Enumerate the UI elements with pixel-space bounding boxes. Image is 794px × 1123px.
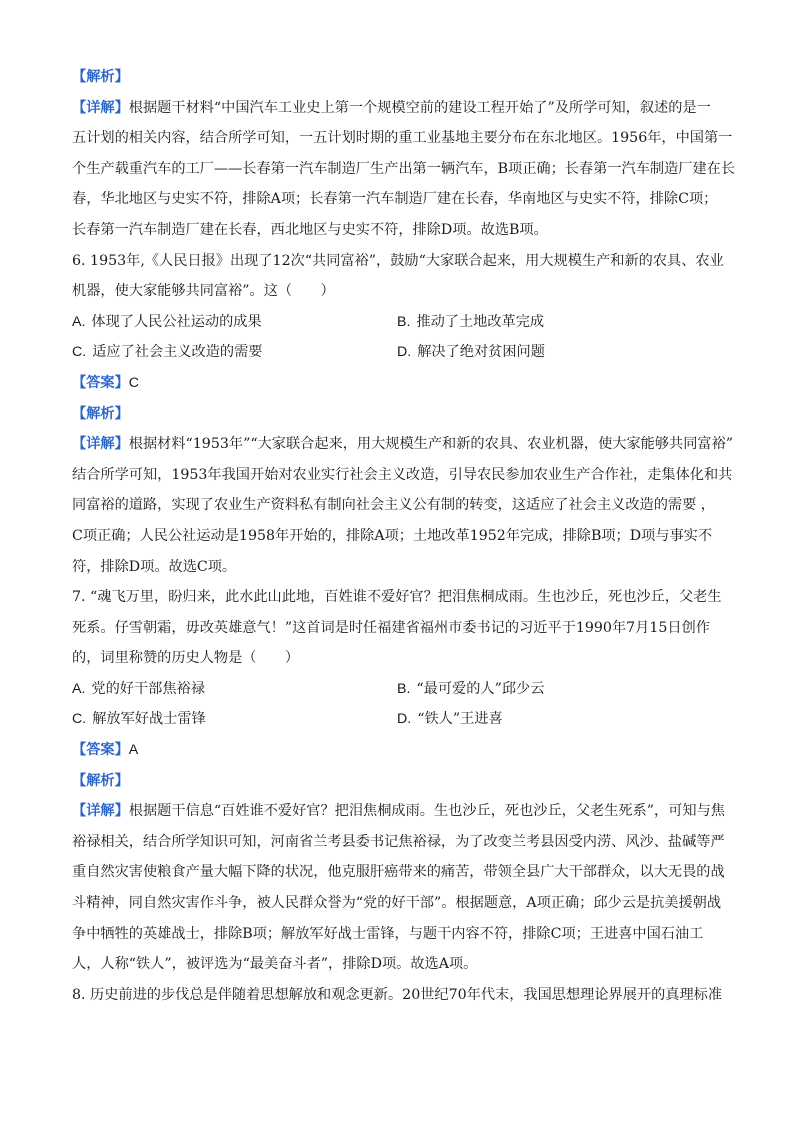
q6-detail-line-3: 同富裕的道路，实现了农业生产资料私有制向社会主义公有制的转变，这适应了社会主义改造的需要 ， [72, 497, 715, 514]
q7-detail-label: 【详解】 [72, 803, 129, 820]
q7-detail-line-3: 重自然灾害使粮食产量大幅下降的状况，他克服肝癌带来的痛苦，带领全县广大干部群众，以大无畏的战 [72, 864, 725, 881]
exam-page [72, 62, 736, 1010]
q6-option-a-text: 体现了人民公社运动的成果 [91, 313, 262, 330]
q7-detail-text-1: 根据题干信息“百姓谁不爱好官？把泪焦桐成雨。生也沙丘，死也沙丘，父老生死系”，可知与焦 [128, 803, 725, 820]
q7-option-a[interactable] [72, 674, 397, 705]
q6-option-b[interactable] [397, 307, 724, 338]
q7-option-b-text: “最可爱的人”邱少云 [416, 680, 545, 697]
q7-option-b-letter: B. [397, 680, 411, 697]
q7-option-c-text: 解放军好战士雷锋 [92, 711, 206, 728]
q7-stem-line-2: 死系。仔雪朝霜，毋改英雄意气！”这首词是时任福建省福州市委书记的习近平于1990年7月15日创作 [72, 619, 710, 636]
q6-option-b-letter: B. [397, 313, 411, 330]
q5-detail-line-1 [72, 93, 724, 124]
q6-option-a-letter: A. [72, 313, 86, 330]
q7-analysis-label: 【解析】 [72, 772, 129, 789]
q7-stem-line-1: 7. “魂飞万里，盼归来，此水此山此地，百姓谁不爱好官？把泪焦桐成雨。生也沙丘，死也沙丘，父老生 [72, 589, 722, 606]
q7-stem-line-3: 的，词里称赞的历史人物是（ ） [72, 650, 300, 667]
q6-answer-value: C [128, 374, 140, 391]
q7-detail-line-6: 人，人称“铁人”，被评选为“最美奋斗者”，排除D项。故选A项。 [72, 956, 478, 973]
q7-answer-value: A [128, 742, 139, 759]
q7-option-d-text: “铁人”王进喜 [417, 711, 503, 728]
q6-analysis-label: 【解析】 [72, 405, 129, 422]
q6-answer-label: 【答案】 [72, 374, 129, 391]
q6-detail-text-1: 根据材料“1953年”“大家联合起来，用大规模生产和新的农具、农业机器，使大家能够共同富裕” [128, 436, 734, 453]
q7-option-c[interactable] [72, 704, 397, 735]
q6-option-b-text: 推动了土地改革完成 [416, 313, 545, 330]
q6-answer-line [72, 368, 724, 399]
q6-stem-line-1: 6. 1953年,《人民日报》出现了12次“共同富裕”，鼓励“大家联合起来，用大规模生产和新的农具、农业 [72, 252, 724, 269]
q6-option-c-text: 适应了社会主义改造的需要 [92, 344, 263, 361]
q6-detail-line-5: 符，排除D项。故选C项。 [72, 558, 237, 575]
q7-options-row-1 [72, 674, 724, 705]
q6-detail-line-4: C项正确；人民公社运动是1958年开始的，排除A项；土地改革1952年完成，排除B项；D项与事实不 [72, 527, 713, 544]
q7-option-d[interactable] [397, 704, 724, 735]
q7-options-row-2 [72, 704, 724, 735]
q6-options-row-2 [72, 337, 724, 368]
q6-options-row-1 [72, 307, 724, 338]
q6-option-c-letter: C. [72, 344, 87, 361]
q5-detail-text-1: 根据题干材料“中国汽车工业史上第一个规模空前的建设工程开始了”及所学可知，叙述的是一 [128, 99, 711, 116]
q6-option-a[interactable] [72, 307, 397, 338]
q7-detail-line-4: 斗精神，同自然灾害作斗争，被人民群众誉为“党的好干部”。根据题意，A项正确；邱少云是抗美援朝战 [72, 895, 722, 912]
q7-option-c-letter: C. [72, 711, 87, 728]
q7-detail-line-1 [72, 796, 724, 827]
q6-option-d-letter: D. [397, 344, 412, 361]
q6-detail-label: 【详解】 [72, 436, 129, 453]
q7-option-d-letter: D. [397, 711, 412, 728]
q6-option-d-text: 解决了绝对贫困问题 [417, 344, 545, 361]
q7-option-b[interactable] [397, 674, 724, 705]
q5-detail-line-5: 长春第一汽车制造厂建在长春，西北地区与史实不符，排除D项。故选B项。 [72, 221, 548, 238]
q7-answer-label: 【答案】 [72, 742, 129, 759]
q7-option-a-text: 党的好干部焦裕禄 [91, 680, 205, 697]
q7-detail-line-2: 裕禄相关，结合所学知识可知，河南省兰考县委书记焦裕禄，为了改变兰考县因受内涝、风沙、盐碱等严 [72, 833, 725, 850]
q7-answer-line [72, 735, 724, 766]
q8-stem-line-1: 8. 历史前进的步伐总是伴随着思想解放和观念更新。20世纪70年代末，我国思想理论界展开的真理标准 [72, 986, 723, 1003]
q6-detail-line-2: 结合所学可知，1953年我国开始对农业实行社会主义改造，引导农民参加农业生产合作社，走集体化和共 [72, 466, 733, 483]
q5-detail-line-3: 个生产载重汽车的工厂——长春第一汽车制造厂生产出第一辆汽车，B项正确；长春第一汽车制造厂建在长 [72, 160, 736, 177]
q7-analysis-heading [72, 766, 724, 797]
q6-detail-line-1 [72, 429, 734, 460]
q5-detail-label: 【详解】 [72, 99, 129, 116]
q5-analysis-heading [72, 62, 724, 93]
q6-option-d[interactable] [397, 337, 724, 368]
q5-detail-line-4: 春，华北地区与史实不符，排除A项；长春第一汽车制造厂建在长春，华南地区与史实不符，排除C项； [72, 191, 718, 208]
q7-option-a-letter: A. [72, 680, 86, 697]
q6-stem-line-2: 机器，使大家能够共同富裕”。这（ ） [72, 283, 335, 300]
q6-analysis-heading [72, 399, 724, 430]
q7-detail-line-5: 争中牺牲的英雄战士，排除B项；解放军好战士雷锋，与题干内容不符，排除C项；王进喜中国石油工 [72, 925, 704, 942]
q6-option-c[interactable] [72, 337, 397, 368]
q5-analysis-label: 【解析】 [72, 69, 129, 85]
q5-detail-line-2: 五计划的相关内容，结合所学可知，一五计划时期的重工业基地主要分布在东北地区。1956年，中国第一 [72, 130, 733, 147]
